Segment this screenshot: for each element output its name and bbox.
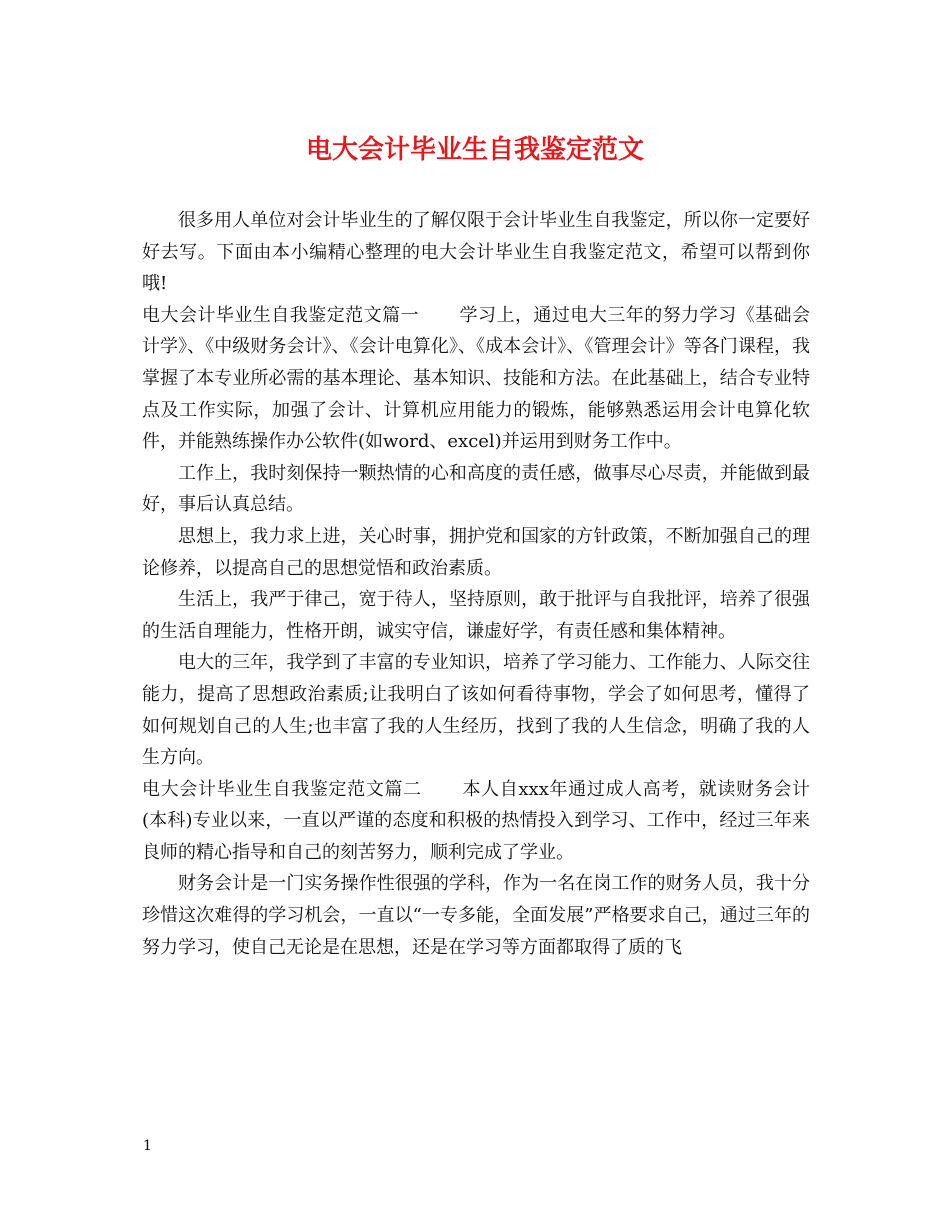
section2-first-paragraph [142, 774, 810, 869]
section1-first-paragraph [142, 300, 810, 458]
section1-heading: 电大会计毕业生自我鉴定范文篇一 [142, 304, 420, 326]
section1-paragraph: 电大的三年，我学到了丰富的专业知识，培养了学习能力、工作能力、人际交往能力，提高了思想政治素质;让我明白了该如何看待事物，学会了如何思考，懂得了如何规划自己的人生;也丰富了我的人生经历，找到了我的人生信念，明确了我的人生方向。 [142, 652, 810, 769]
section1-paragraph: 工作上，我时刻保持一颗热情的心和高度的责任感，做事尽心尽责，并能做到最好，事后认真总结。 [142, 462, 810, 516]
section1-paragraph: 思想上，我力求上进，关心时事，拥护党和国家的方针政策，不断加强自己的理论修养，以提高自己的思想觉悟和政治素质。 [142, 525, 810, 579]
section2-paragraph: 财务会计是一门实务操作性很强的学科，作为一名在岗工作的财务人员，我十分珍惜这次难得的学习机会，一直以“一专多能，全面发展”严格要求自己，通过三年的努力学习，使自己无论是在思想，还是在学习等方面都取得了质的飞 [142, 873, 810, 958]
page-number: 1 [143, 1138, 152, 1154]
section1-lead: 学习上，通过电大三年的努力学习《基础会计学》、《中级财务会计》、《会计电算化》、《成本会计》、《管理会计》等各门课程，我掌握了本专业所必需的基本理论、基本知识、技能和方法。在此基础上，结合专业特点及工作实际，加强了会计、计算机应用能力的锻炼，能够熟悉运用会计电算化软件，并能熟练操作办公软件(如word、excel)并运用到财务工作中。 [142, 304, 811, 453]
intro-paragraph: 很多用人单位对会计毕业生的了解仅限于会计毕业生自我鉴定，所以你一定要好好去写。下面由本小编精心整理的电大会计毕业生自我鉴定范文，希望可以帮到你哦! [142, 210, 810, 295]
section2-heading: 电大会计毕业生自我鉴定范文篇二 [142, 778, 422, 800]
document-body [142, 205, 810, 963]
section2-lead: 本人自xxx年通过成人高考，就读财务会计(本科)专业以来，一直以严谨的态度和积极的热情投入到学习、工作中，经过三年来良师的精心指导和自己的刻苦努力，顺利完成了学业。 [142, 778, 811, 863]
document-title: 电大会计毕业生自我鉴定范文 [305, 135, 644, 165]
section1-paragraph: 生活上，我严于律己，宽于待人，坚持原则，敢于批评与自我批评，培养了很强的生活自理能力，性格开朗，诚实守信，谦虚好学，有责任感和集体精神。 [142, 589, 810, 642]
